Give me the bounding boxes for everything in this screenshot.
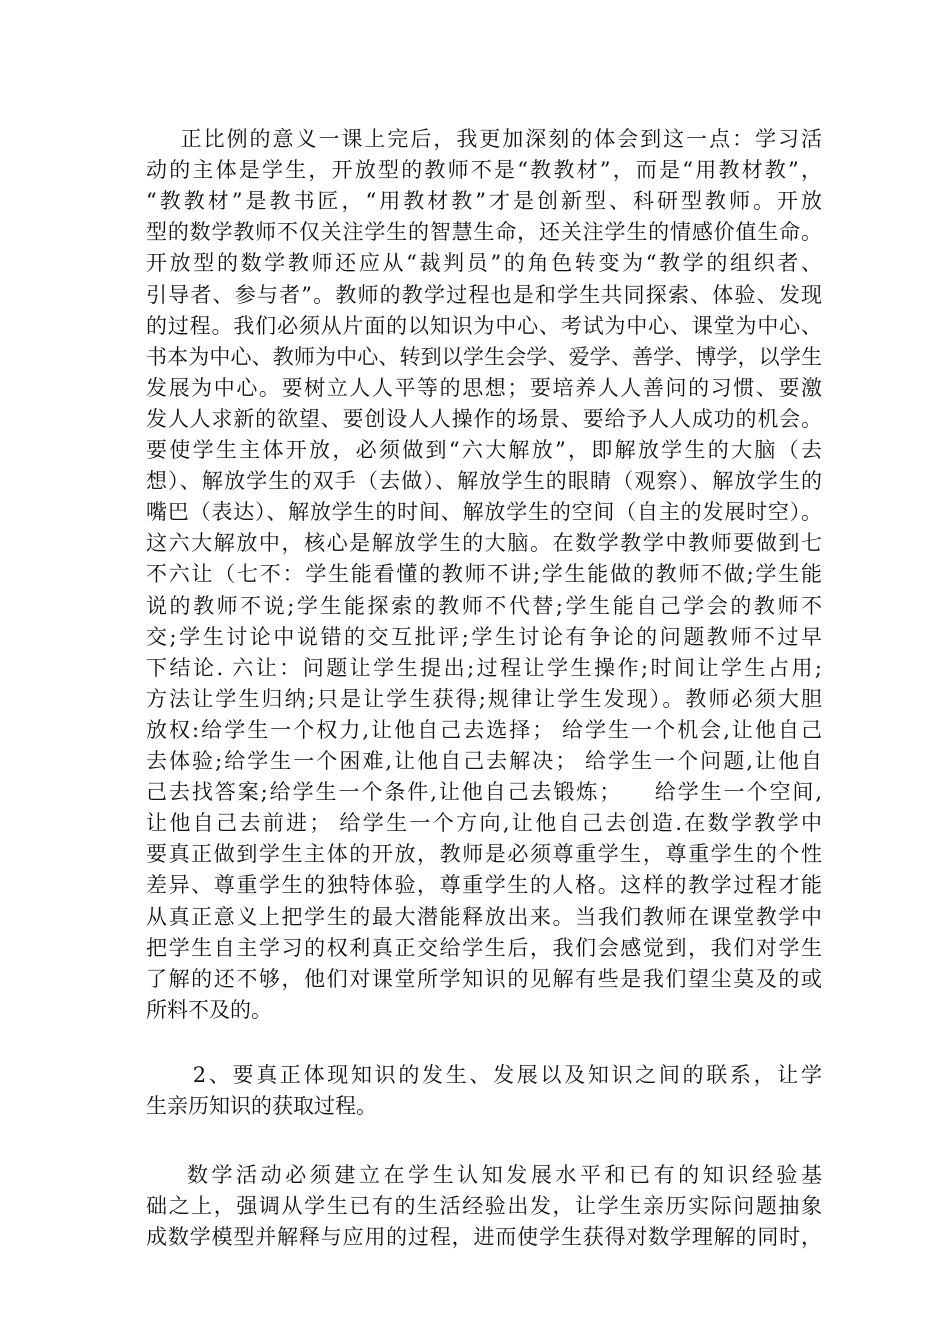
text-line: 说的教师不说;学生能探索的教师不代替;学生能自己学会的教师不 xyxy=(146,593,822,618)
text-line: 引导者、参与者”。教师的教学过程也是和学生共同探索、体验、发现 xyxy=(146,282,822,307)
text-line: 要真正做到学生主体的开放，教师是必须尊重学生，尊重学生的个性 xyxy=(146,842,822,867)
text-line: 发展为中心。要树立人人平等的思想；要培养人人善问的习惯、要激 xyxy=(146,375,822,400)
text-line: 所料不及的。 xyxy=(146,997,272,1022)
text-line: 正比例的意义一课上完后，我更加深刻的体会到这一点：学习活 xyxy=(146,127,822,151)
text-line: 书本为中心、教师为中心、转到以学生会学、爱学、善学、博学，以学生 xyxy=(146,344,822,369)
text-line: 想）、解放学生的双手（去做）、解放学生的眼睛（观察）、解放学生的 xyxy=(146,469,822,494)
text-line: 放权:给学生一个权力,让他自己去选择； 给学生一个机会,让他自己 xyxy=(146,717,822,742)
text-line: 成数学模型并解释与应用的过程，进而使学生获得对数学理解的同时， xyxy=(146,1225,822,1249)
text-line: 嘴巴（表达）、解放学生的时间、解放学生的空间（自主的发展时空）。 xyxy=(146,500,822,525)
text-line: “教教材”是教书匠，“用教材教”才是创新型、科研型教师。开放 xyxy=(146,189,822,214)
text-line: 把学生自主学习的权利真正交给学生后，我们会感觉到，我们对学生 xyxy=(146,935,822,960)
text-line: 的过程。我们必须从片面的以知识为中心、考试为中心、课堂为中心、 xyxy=(146,313,822,338)
text-line: 生亲历知识的获取过程。 xyxy=(146,1094,377,1118)
text-line: 交;学生讨论中说错的交互批评;学生讨论有争论的问题教师不过早 xyxy=(146,624,822,649)
text-line: 方法让学生归纳;只是让学生获得;规律让学生发现）。教师必须大胆 xyxy=(146,686,822,711)
text-line: 开放型的数学教师还应从“裁判员”的角色转变为“教学的组织者、 xyxy=(146,251,822,276)
text-line: 从真正意义上把学生的最大潜能释放出来。当我们教师在课堂教学中 xyxy=(146,904,822,929)
text-line: 发人人求新的欲望、要创设人人操作的场景、要给予人人成功的机会。 xyxy=(146,406,822,431)
text-line: 础之上，强调从学生已有的生活经验出发，让学生亲历实际问题抽象 xyxy=(146,1194,822,1218)
text-line: 2、要真正体现知识的发生、发展以及知识之间的联系，让学 xyxy=(146,1063,822,1087)
text-line: 动的主体是学生，开放型的教师不是“教教材”，而是“用教材教”， xyxy=(146,158,822,183)
text-line: 让他自己去前进； 给学生一个方向,让他自己去创造.在数学教学中 xyxy=(146,811,822,836)
text-line: 下结论. 六让：问题让学生提出;过程让学生操作;时间让学生占用; xyxy=(146,655,822,680)
text-line: 去体验;给学生一个困难,让他自己去解决； 给学生一个问题,让他自 xyxy=(146,749,822,773)
text-line: 己去找答案;给学生一个条件,让他自己去锻炼； 给学生一个空间, xyxy=(146,780,822,805)
text-line: 这六大解放中，核心是解放学生的大脑。在数学教学中教师要做到七 xyxy=(146,531,822,556)
text-line: 了解的还不够，他们对课堂所学知识的见解有些是我们望尘莫及的或 xyxy=(146,966,822,991)
text-line: 不六让（七不：学生能看懂的教师不讲;学生能做的教师不做;学生能 xyxy=(146,562,822,587)
text-line: 型的数学教师不仅关注学生的智慧生命，还关注学生的情感价值生命。 xyxy=(146,220,822,245)
text-line: 数学活动必须建立在学生认知发展水平和已有的知识经验基 xyxy=(146,1163,822,1187)
text-line: 要使学生主体开放，必须做到“六大解放”，即解放学生的大脑（去 xyxy=(146,438,822,462)
text-line: 差异、尊重学生的独特体验，尊重学生的人格。这样的教学过程才能 xyxy=(146,873,822,898)
